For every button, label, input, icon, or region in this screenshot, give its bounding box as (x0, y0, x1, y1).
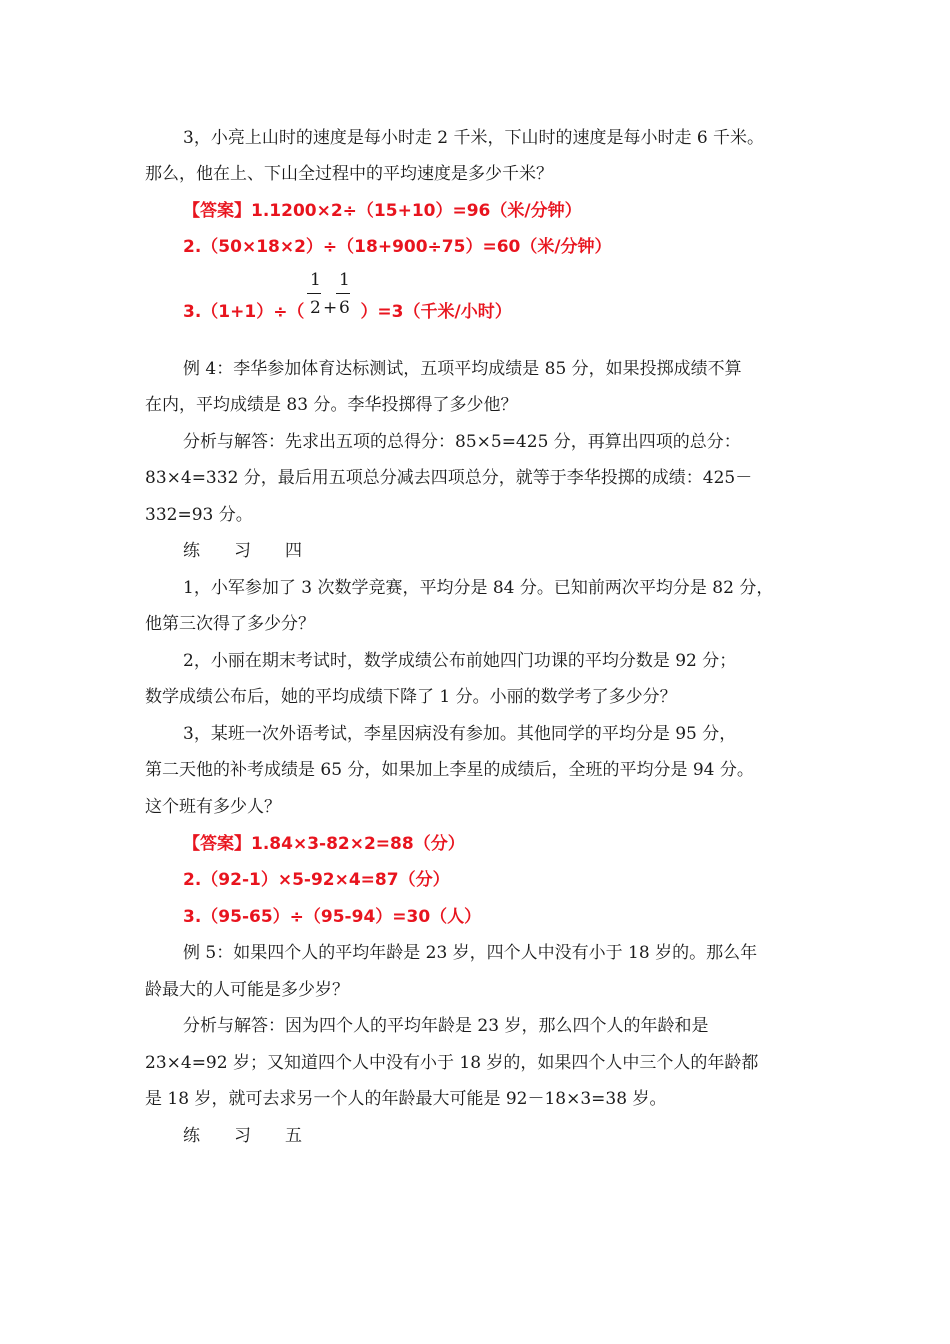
practice-4-q3-line-2: 第二天他的补考成绩是 65 分，如果加上李星的成绩后，全班的平均分是 94 分。 (145, 760, 754, 780)
practice-4-q1-line-2: 他第三次得了多少分？ (145, 614, 315, 634)
practice-4-q1-line-1: 1，小军参加了 3 次数学竞赛，平均分是 84 分。已知前两次平均分是 82 分， (183, 578, 774, 598)
practice-5-title: 练 习 五 (183, 1126, 302, 1146)
fraction-2-numerator: 1 (339, 270, 350, 290)
answer-2-3: 3.（95-65）÷（95-94）=30（人） (183, 907, 482, 927)
practice-4-q3-line-3: 这个班有多少人？ (145, 797, 281, 817)
answer-3-prefix: 3.（1+1）÷（ (183, 302, 305, 322)
practice-4-q2-line-1: 2，小丽在期末考试时，数学成绩公布前她四门功课的平均分数是 92 分； (183, 651, 737, 671)
fraction-plus: + (323, 298, 338, 318)
example-4-line-1: 例 4：李华参加体育达标测试，五项平均成绩是 85 分，如果投掷成绩不算 (183, 359, 742, 379)
answer-1-line (0, 199, 950, 223)
answer-2-2: 2.（92-1）×5-92×4=87（分） (183, 870, 450, 890)
answer-2-1: 1.84×3-82×2=88（分） (251, 834, 465, 854)
example-5-line-1: 例 5：如果四个人的平均年龄是 23 岁，四个人中没有小于 18 岁的。那么年 (183, 943, 758, 963)
answer-set-2-line-1 (0, 832, 950, 856)
fraction-2-denominator: 6 (339, 298, 350, 318)
practice-4-title: 练 习 四 (183, 541, 302, 561)
problem-3-line-1: 3，小亮上山时的速度是每小时走 2 千米，下山时的速度是每小时走 6 千米。 (183, 128, 765, 148)
fraction-1-denominator: 2 (310, 298, 321, 318)
answer-tag-2: 【答案】 (183, 834, 251, 854)
answer-1: 1.1200×2÷（15+10）=96（米/分钟） (251, 201, 582, 221)
example-5-line-2: 龄最大的人可能是多少岁？ (145, 980, 349, 1000)
example-5-line-5: 是 18 岁，就可去求另一个人的年龄最大可能是 92－18×3=38 岁。 (145, 1089, 667, 1109)
fraction-1-bar (307, 293, 321, 294)
answer-3-suffix: ）=3（千米/小时） (360, 302, 512, 322)
answer-tag: 【答案】 (183, 201, 251, 221)
example-4-line-4: 83×4=332 分，最后用五项总分减去四项总分，就等于李华投掷的成绩：425－ (145, 468, 753, 488)
fraction-2-bar (336, 293, 350, 294)
example-5-line-4: 23×4=92 岁；又知道四个人中没有小于 18 岁的，如果四个人中三个人的年龄都 (145, 1053, 759, 1073)
fraction-1-numerator: 1 (310, 270, 321, 290)
example-5-line-3: 分析与解答：因为四个人的平均年龄是 23 岁，那么四个人的年龄和是 (183, 1016, 709, 1036)
example-4-line-3: 分析与解答：先求出五项的总得分：85×5=425 分，再算出四项的总分： (183, 432, 741, 452)
practice-4-q2-line-2: 数学成绩公布后，她的平均成绩下降了 1 分。小丽的数学考了多少分？ (145, 687, 677, 707)
answer-2: 2.（50×18×2）÷（18+900÷75）=60（米/分钟） (183, 237, 612, 257)
practice-4-q3-line-1: 3，某班一次外语考试，李星因病没有参加。其他同学的平均分是 95 分， (183, 724, 737, 744)
problem-3-line-2: 那么，他在上、下山全过程中的平均速度是多少千米？ (145, 164, 553, 184)
example-4-line-5: 332=93 分。 (145, 505, 253, 525)
example-4-line-2: 在内，平均成绩是 83 分。李华投掷得了多少他？ (145, 395, 518, 415)
answer-3-line (0, 300, 950, 324)
